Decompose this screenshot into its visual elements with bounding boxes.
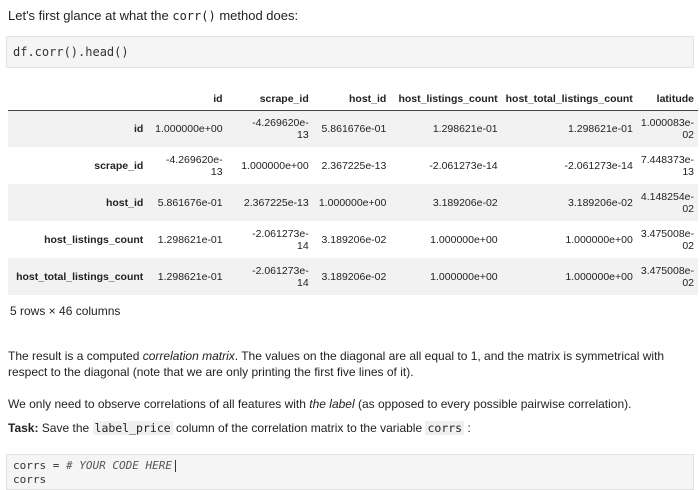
md2-text-b: (as opposed to every possible pairwise correlation). bbox=[354, 397, 632, 411]
table-cell: -2.061273e-14 bbox=[429, 159, 498, 172]
table-row bbox=[8, 258, 698, 295]
column-header: scrape_id bbox=[227, 88, 313, 110]
table-header-row bbox=[8, 88, 698, 110]
table-row bbox=[8, 184, 698, 221]
table-cell-value: -2.061273e-14 bbox=[252, 264, 309, 289]
correlation-table bbox=[8, 88, 698, 295]
markdown-task bbox=[8, 420, 692, 436]
row-index: host_total_listings_count bbox=[16, 270, 144, 283]
md1-emphasis: correlation matrix bbox=[142, 349, 235, 363]
table-cell: 1.000000e+00 bbox=[241, 159, 309, 172]
intro-text bbox=[8, 8, 298, 23]
table-cell-value: -2.061273e-14 bbox=[252, 227, 309, 252]
markdown-paragraph-1 bbox=[8, 348, 692, 380]
code-cell-head[interactable]: df.corr().head() bbox=[6, 36, 694, 68]
task-text-b: column of the correlation matrix to the variable bbox=[172, 421, 426, 435]
table-cell bbox=[637, 110, 698, 147]
table-cell-value: -4.269620e-13 bbox=[252, 116, 309, 141]
table-cell: 1.000000e+00 bbox=[430, 270, 498, 283]
column-header: id bbox=[147, 88, 226, 110]
code-comment: # YOUR CODE HERE bbox=[66, 459, 172, 472]
table-cell: 1.000000e+00 bbox=[565, 270, 633, 283]
text-cursor bbox=[175, 460, 176, 472]
table-cell: 1.298621e-01 bbox=[157, 233, 223, 246]
table-cell: 3.189206e-02 bbox=[321, 233, 387, 246]
intro-code: corr() bbox=[172, 9, 216, 23]
table-cell-value: 3.475008e-02 bbox=[640, 227, 694, 252]
table-cell bbox=[637, 221, 698, 258]
table-cell-value: -4.269620e-13 bbox=[165, 153, 223, 178]
table-cell: 1.298621e-01 bbox=[432, 122, 498, 135]
table-cell-value: 4.148254e-02 bbox=[640, 190, 694, 215]
row-index: scrape_id bbox=[94, 159, 144, 172]
md1-text-b: . The values on the diagonal are all equal to 1, and the matrix is symmetrical with respect to the diagonal (note that we are only printing the first five lines of it). bbox=[8, 349, 665, 379]
task-text-a: Save the bbox=[38, 421, 93, 435]
table-cell bbox=[227, 110, 313, 147]
markdown-paragraph-2 bbox=[8, 396, 692, 412]
table-cell bbox=[227, 258, 313, 295]
intro-suffix: method does: bbox=[215, 8, 299, 23]
md2-text-a: We only need to observe correlations of all features with bbox=[8, 397, 310, 411]
table-cell: 1.000000e+00 bbox=[318, 196, 387, 209]
table-cell: 5.861676e-01 bbox=[157, 196, 223, 209]
column-header: host_id bbox=[313, 88, 391, 110]
table-cell: 5.861676e-01 bbox=[321, 122, 387, 135]
table-cell bbox=[147, 147, 226, 184]
task-code-corrs: corrs bbox=[427, 421, 463, 435]
column-header: latitude bbox=[637, 88, 698, 110]
code-line-2[interactable]: corrs bbox=[13, 473, 47, 486]
md2-emphasis: the label bbox=[309, 397, 355, 411]
table-cell: -2.061273e-14 bbox=[564, 159, 633, 172]
task-label: Task: bbox=[8, 421, 39, 435]
table-cell bbox=[637, 184, 698, 221]
table-cell: 1.298621e-01 bbox=[568, 122, 633, 135]
table-cell-value: 7.448373e-13 bbox=[640, 153, 694, 178]
rows-columns-info: 5 rows × 46 columns bbox=[10, 304, 121, 318]
table-cell-value: 3.475008e-02 bbox=[640, 264, 694, 289]
table-row bbox=[8, 221, 698, 258]
code-var: corrs bbox=[13, 459, 47, 472]
table-cell: 1.000000e+00 bbox=[565, 233, 633, 246]
task-text-c: : bbox=[464, 421, 471, 435]
dataframe-output bbox=[8, 88, 698, 295]
row-index: host_listings_count bbox=[44, 233, 144, 246]
md1-text-a: The result is a computed bbox=[8, 349, 143, 363]
code-cell-answer[interactable] bbox=[6, 454, 694, 490]
column-header: host_total_listings_count bbox=[502, 88, 637, 110]
task-code-label-price: label_price bbox=[94, 421, 171, 435]
table-cell: 2.367225e-13 bbox=[321, 159, 387, 172]
table-row bbox=[8, 147, 698, 184]
column-header: host_listings_count bbox=[390, 88, 501, 110]
table-cell-value: 1.000083e-02 bbox=[640, 116, 694, 141]
code-operator: = bbox=[46, 459, 66, 472]
table-cell: 1.000000e+00 bbox=[430, 233, 498, 246]
code-line-1[interactable] bbox=[13, 459, 687, 473]
table-cell: 1.000000e+00 bbox=[155, 122, 223, 135]
table-row bbox=[8, 110, 698, 147]
table-cell: 1.298621e-01 bbox=[157, 270, 223, 283]
table-cell bbox=[637, 258, 698, 295]
intro-prefix: Let's first glance at what the bbox=[8, 8, 173, 23]
table-cell: 3.189206e-02 bbox=[568, 196, 633, 209]
row-index: id bbox=[133, 122, 144, 135]
index-header bbox=[8, 88, 147, 110]
table-cell: 2.367225e-13 bbox=[243, 196, 309, 209]
table-cell: 3.189206e-02 bbox=[321, 270, 387, 283]
row-index: host_id bbox=[105, 196, 144, 209]
table-cell: 3.189206e-02 bbox=[432, 196, 498, 209]
table-cell bbox=[227, 221, 313, 258]
table-cell bbox=[637, 147, 698, 184]
